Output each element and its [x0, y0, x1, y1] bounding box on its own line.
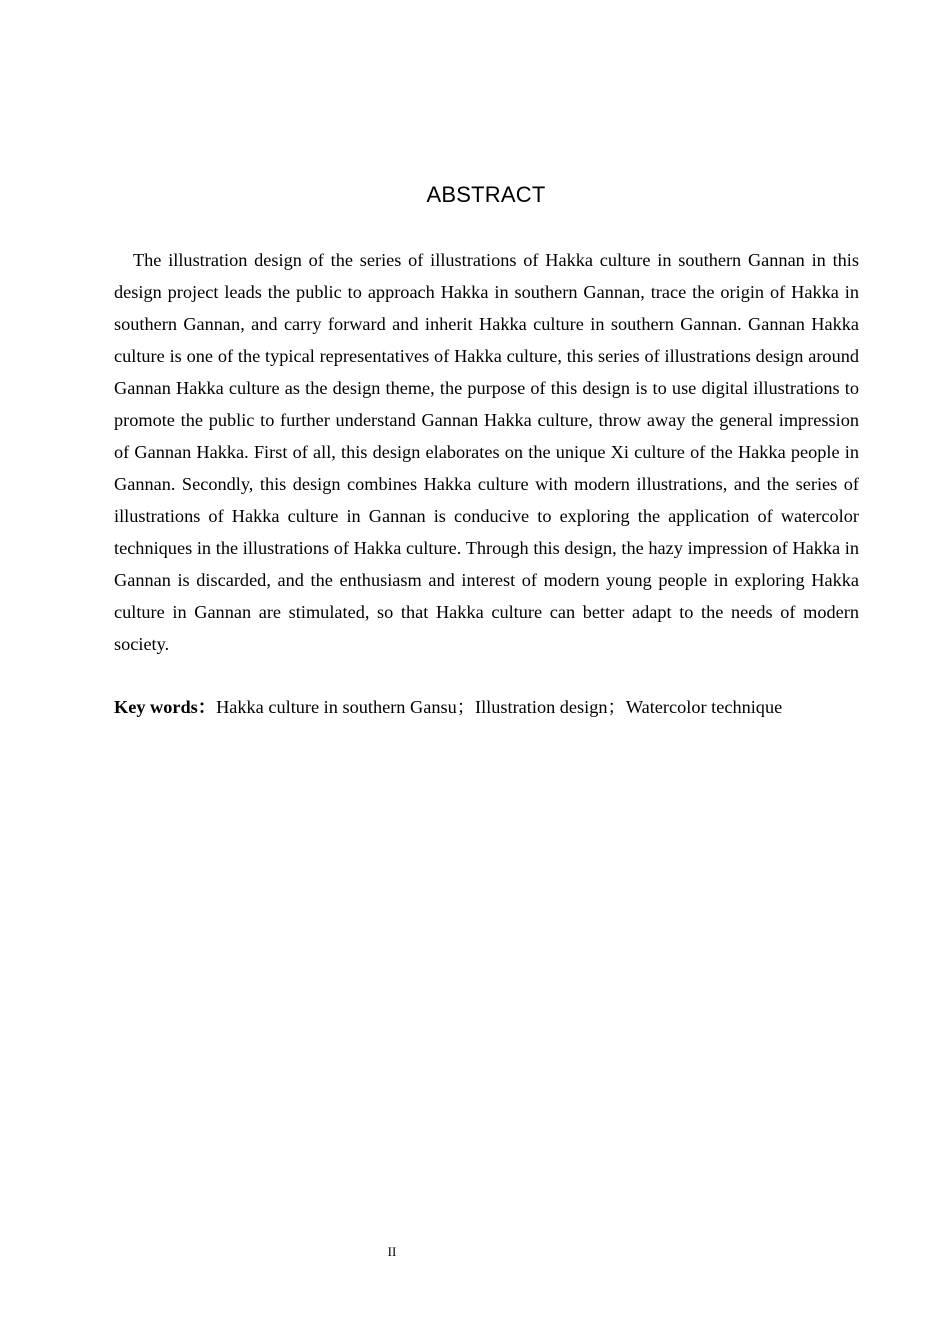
abstract-paragraph: The illustration design of the series of illustrations of Hakka culture in southern Gannan in this design project leads the public to approach Hakka in southern Gannan, trace the origin of Hakka in southern Gannan, and carry forward and inherit Hakka culture in southern Gannan. Gannan Hakka culture is one of the typical representatives of Hakka culture, this series of illustrations design around Gannan Hakka culture as the design theme, the purpose of this design is to use digital illustrations to promote the public to further understand Gannan Hakka culture, throw away the general impression of Gannan Hakka. First of all, this design elaborates on the unique Xi culture of the Hakka people in Gannan. Secondly, this design combines Hakka culture with modern illustrations, and the series of illustrations of Hakka culture in Gannan is conducive to exploring the application of watercolor techniques in the illustrations of Hakka culture. Through this design, the hazy impression of Hakka in Gannan is discarded, and the enthusiasm and interest of modern young people in exploring Hakka culture in Gannan are stimulated, so that Hakka culture can better adapt to the needs of modern society.: [114, 250, 859, 654]
keywords-label: Key words：: [114, 697, 217, 717]
keyword-separator: ；: [607, 697, 626, 717]
keyword-item: Watercolor technique: [625, 697, 783, 717]
page-number: II: [387, 1244, 397, 1259]
keyword-item: Illustration design: [475, 697, 608, 717]
abstract-title: ABSTRACT: [426, 182, 546, 207]
keyword-item: Hakka culture in southern Gansu: [216, 697, 457, 717]
keywords-line: [114, 691, 874, 723]
keyword-separator: ；: [456, 697, 475, 717]
